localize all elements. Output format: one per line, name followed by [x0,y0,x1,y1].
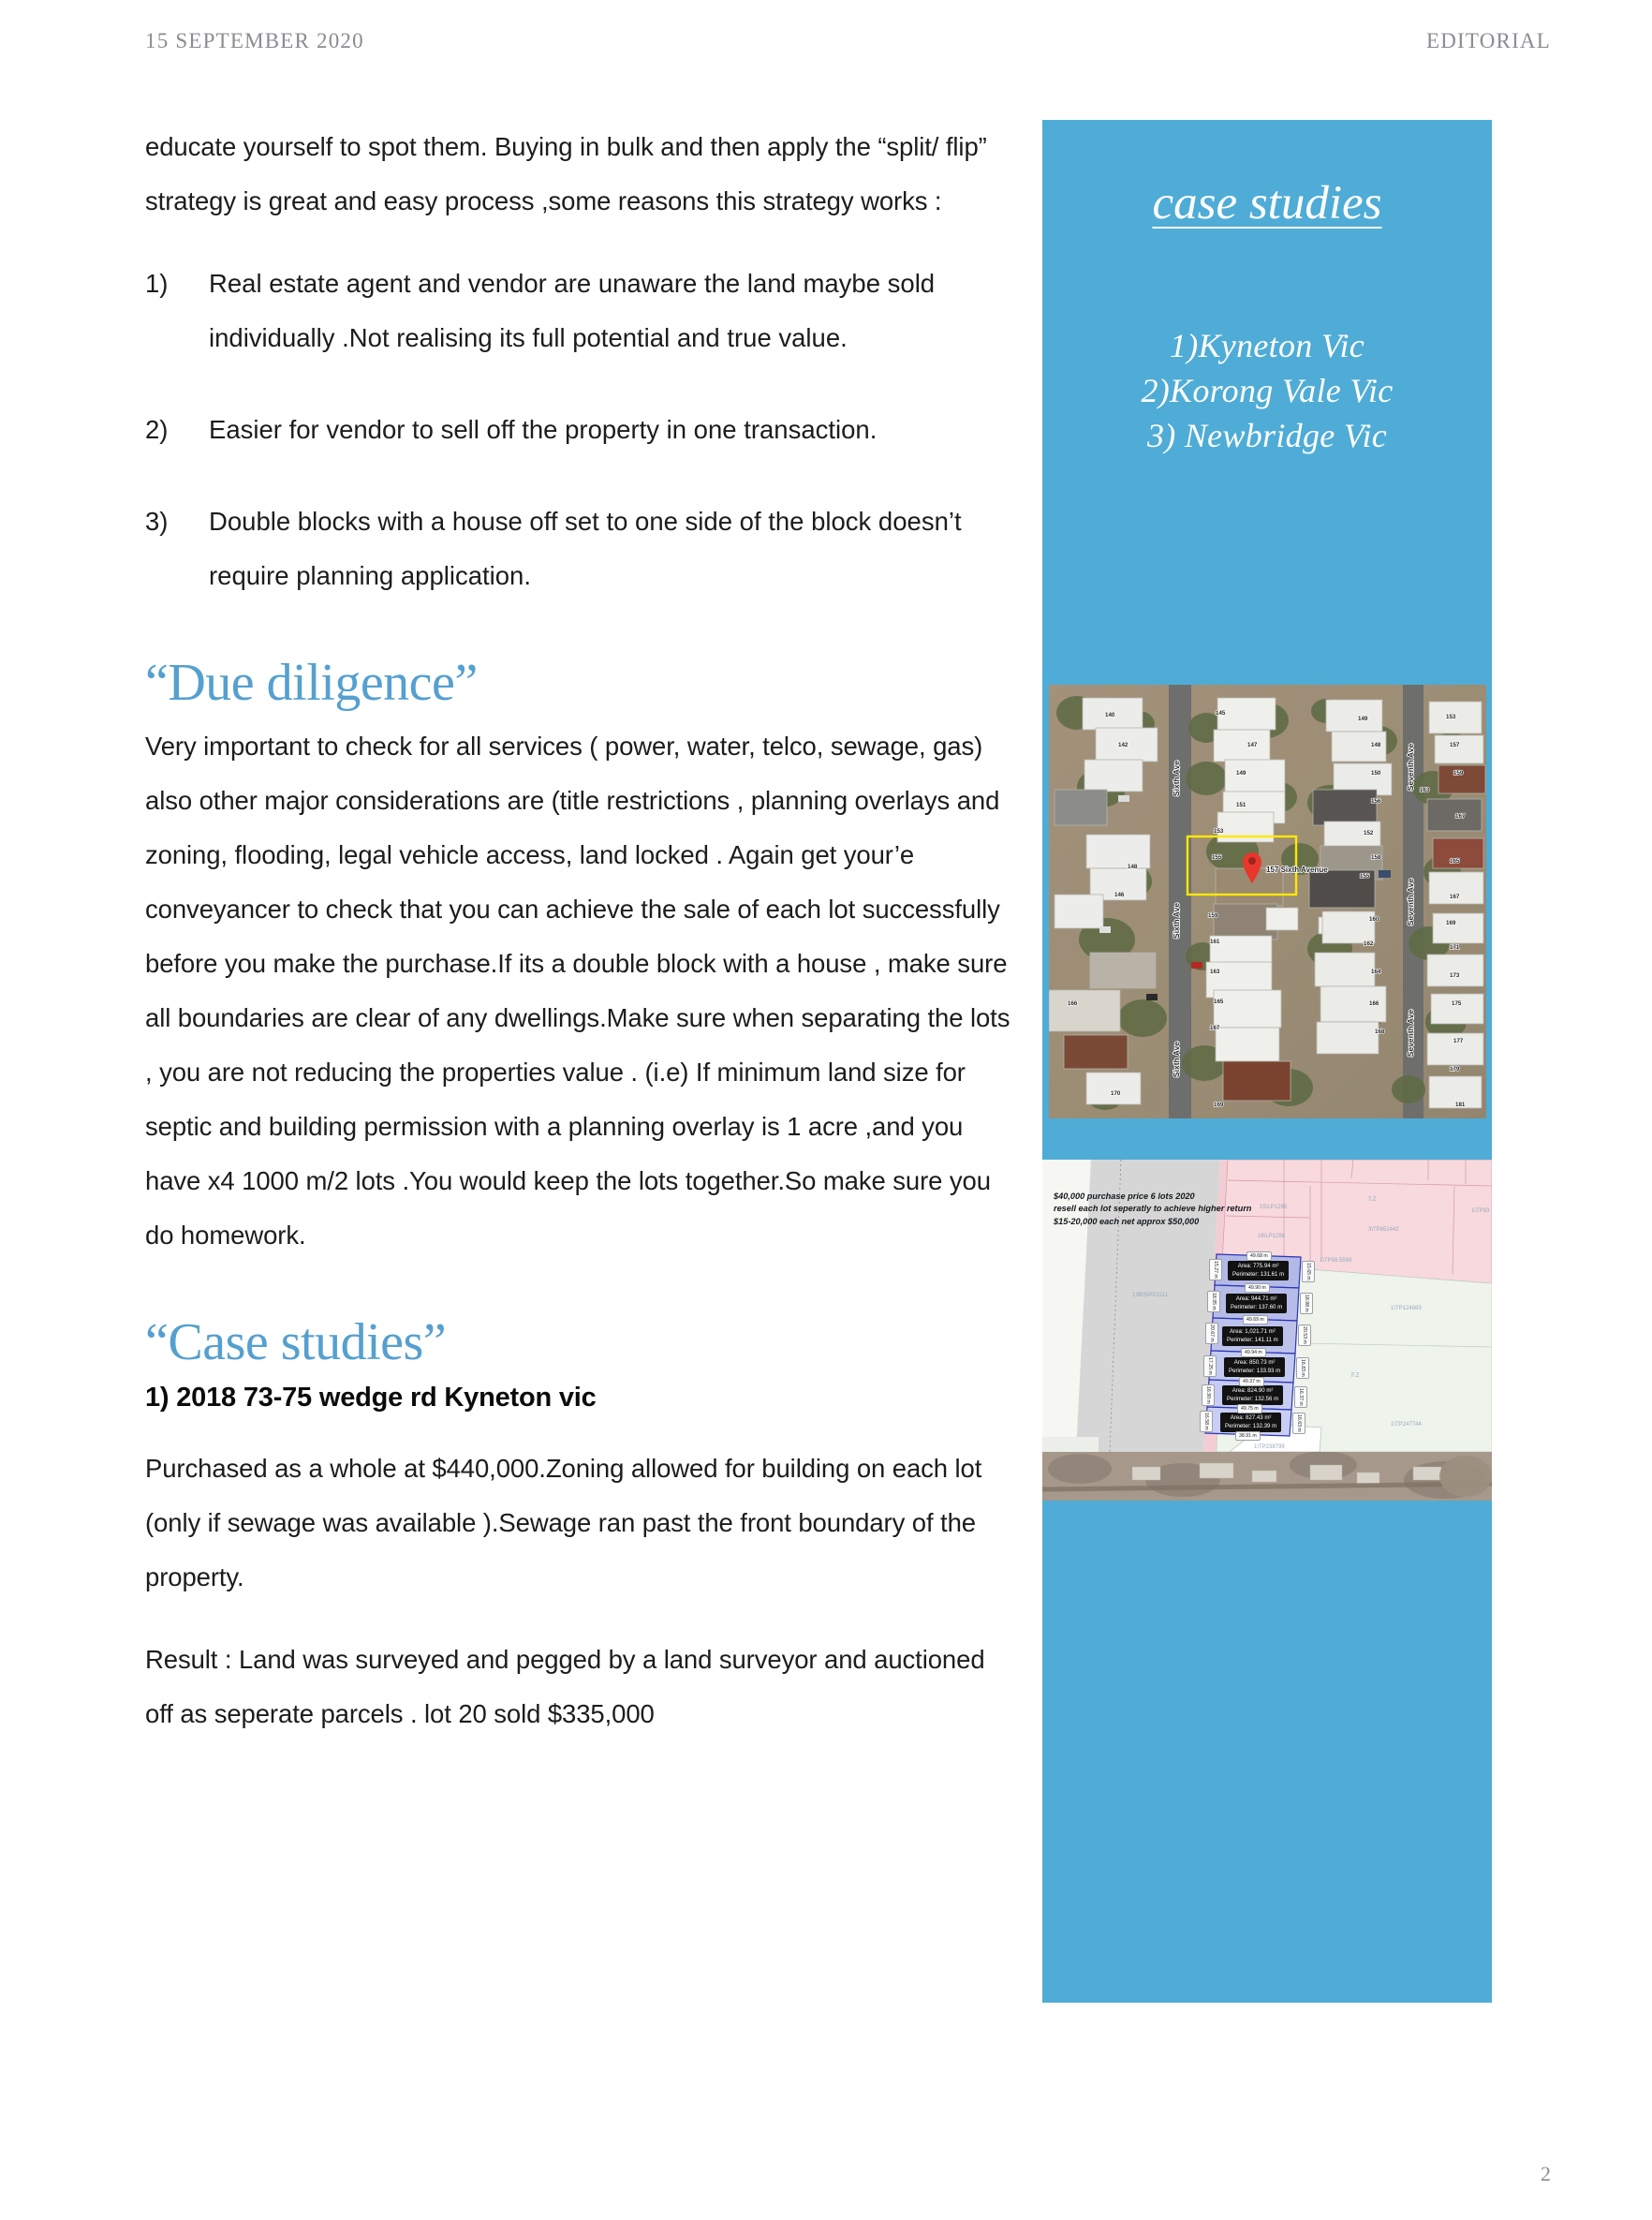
parcel-id-label: 1\TP247744 [1391,1422,1422,1428]
svg-text:163: 163 [1420,787,1430,793]
lot-label: Area: 775.94 m² Perimeter: 131.61 m [1228,1261,1289,1280]
svg-text:162: 162 [1364,940,1374,947]
svg-text:171: 171 [1450,944,1460,951]
lot-label: Area: 944.71 m² Perimeter: 137.60 m [1226,1294,1287,1313]
case-studies-heading: “Case studies” [145,1313,447,1372]
svg-text:169: 169 [1446,920,1456,926]
due-diligence-paragraph: Very important to check for all services ( power, water, telco, sewage, gas) also other major considerations are (title restrictions , planning overlays and zoning, flooding, legal vehicle access, land locked . Again get your’e conveyancer to check that you can achieve the sale of each lot successfully before you make the purchase.If its a double block with a house , make sure all boundaries are clear of any dwellings.Make sure when separating the lots , you are not reducing the properties value . (i.e) If minimum land size for septic and building permission with a planning overlay is 1 acre ,and you have x4 1000 m/2 lots .You would keep the lots together.So make sure you do homework. [145,732,1010,1251]
edge-dimension-label: 15.27 m [1209,1259,1222,1280]
parcel-id-label: 1\TP238799 [1254,1444,1285,1450]
edge-dimension-label: 16.90 m [1202,1384,1215,1406]
edge-dimension-label: 49.37 m [1239,1377,1264,1386]
svg-text:158: 158 [1371,854,1381,861]
svg-text:157: 157 [1450,742,1460,748]
lot-label: Area: 1,021.71 m² Perimeter: 141.11 m [1222,1326,1283,1346]
svg-text:159: 159 [1208,912,1218,919]
list-item [145,403,1016,457]
sidebar-case-list [1042,324,1492,459]
parcel-id-label: F.Z [1351,1373,1360,1379]
svg-text:167: 167 [1450,894,1460,900]
aerial-photo-figure [1049,685,1486,1118]
edge-dimension-label: 16.58 m [1200,1411,1213,1432]
svg-text:147: 147 [1247,742,1258,748]
svg-text:155: 155 [1360,873,1370,880]
list-text: Easier for vendor to sell off the property in one transaction. [209,415,878,444]
parcel-id-label: 1\TP93 [1471,1208,1490,1214]
street-label-seventh-ave-2: Seventh Ave [1406,878,1415,926]
svg-text:169: 169 [1214,1102,1224,1108]
aerial-strip-figure [1042,1452,1492,1501]
svg-text:159: 159 [1453,770,1464,777]
parcel-id-label: 16\LP1296 [1258,1234,1286,1239]
svg-text:140: 140 [1105,712,1115,718]
aerial-strip-image [1042,1452,1492,1501]
svg-text:152: 152 [1364,830,1374,836]
svg-text:153: 153 [1446,714,1456,720]
svg-text:168: 168 [1375,1029,1385,1035]
list-text: Double blocks with a house off set to one side of the block doesn’t require planning application. [209,507,962,590]
list-text: Real estate agent and vendor are unaware the land maybe sold individually .Not realising its full potential and true value. [209,269,936,352]
svg-text:181: 181 [1455,1102,1466,1108]
sidebar-list-item: 3) Newbridge Vic [1146,416,1388,454]
svg-text:173: 173 [1450,972,1460,979]
pin-address-label: 157 Sixth Avenue [1266,866,1328,874]
parcel-id-label: 13B\5\PP2211 [1132,1293,1169,1298]
svg-text:167: 167 [1210,1025,1220,1031]
list-marker: 1) [145,269,169,298]
svg-text:167: 167 [1455,813,1466,820]
street-label-sixth-ave-1: Sixth Ave [1172,760,1181,797]
sidebar-list-item: 2)Korong Vale Vic [1141,371,1394,409]
svg-text:164: 164 [1371,969,1381,975]
svg-text:149: 149 [1236,770,1246,777]
street-label-sixth-ave-3: Sixth Ave [1172,1041,1181,1078]
parcel-id-label: 3\TP651442 [1368,1227,1399,1233]
svg-text:151: 151 [1236,802,1246,808]
edge-dimension-label: 49.68 m [1246,1251,1272,1261]
svg-text:163: 163 [1210,969,1220,975]
edge-dimension-label: 20.67 m [1205,1323,1218,1344]
street-label-seventh-ave-3: Seventh Ave [1406,1009,1415,1058]
due-diligence-heading: “Due diligence” [145,654,478,712]
edge-dimension-label: 49.69 m [1243,1315,1268,1325]
edge-dimension-label: 16.63 m [1292,1413,1305,1434]
lot-label: Area: 827.43 m² Perimeter: 132.39 m [1220,1413,1281,1432]
parcel-id-label: T.Z [1368,1197,1377,1203]
lot-label: Area: 824.90 m² Perimeter: 132.56 m [1222,1385,1283,1405]
svg-text:156: 156 [1371,798,1381,805]
list-marker: 2) [145,415,169,444]
list-marker: 3) [145,507,169,536]
svg-text:166: 166 [1068,1000,1078,1007]
edge-dimension-label: 16.37 m [1294,1386,1307,1408]
sidebar-title: case studies [1152,177,1382,229]
edge-dimension-label: 17.25 m [1203,1355,1217,1377]
main-text-column [145,120,1016,1769]
parcel-id-label: 1\TP124983 [1391,1306,1422,1311]
svg-text:170: 170 [1111,1090,1121,1097]
svg-text:160: 160 [1369,916,1379,923]
svg-text:155: 155 [1212,854,1222,861]
intro-paragraph: educate yourself to spot them. Buying in bulk and then apply the “split/ flip” strategy is great and easy process ,some reasons this strategy works : [145,132,987,215]
svg-text:148: 148 [1128,864,1138,870]
header-date: 15 SEPTEMBER 2020 [145,29,364,52]
svg-text:150: 150 [1371,770,1381,777]
plan-annotation-note: $40,000 purchase price 6 lots 2020 resell each lot seperatly to achieve higher return $15-20,000 each net approx $50,000 [1054,1191,1252,1226]
svg-text:148: 148 [1371,742,1381,748]
edge-dimension-label: 49.90 m [1245,1283,1270,1293]
page-number: 2 [1541,2162,1551,2185]
edge-dimension-label: 20.53 m [1298,1325,1311,1346]
edge-dimension-label: 18.98 m [1300,1293,1313,1314]
svg-text:161: 161 [1210,939,1220,945]
case-study-1-result: Result : Land was surveyed and pegged by a land surveyor and auctioned off as seperate parcels . lot 20 sold $335,000 [145,1645,985,1729]
svg-text:175: 175 [1452,1000,1462,1007]
edge-dimension-label: 49.94 m [1241,1348,1266,1357]
edge-dimension-label: 38.91 m [1235,1431,1261,1441]
edge-dimension-label: 16.83 m [1296,1357,1309,1379]
case-study-1-title: 1) 2018 73-75 wedge rd Kyneton vic [145,1383,597,1413]
sidebar-list-item: 1)Kyneton Vic [1169,327,1365,364]
svg-text:145: 145 [1216,710,1226,717]
edge-dimension-label: 18.95 m [1207,1291,1220,1312]
svg-text:153: 153 [1214,828,1224,835]
header-section: EDITORIAL [1425,29,1551,52]
edge-dimension-label: 15.65 m [1302,1261,1315,1282]
street-label-seventh-ave-1: Seventh Ave [1406,743,1415,792]
lot-label: Area: 850.73 m² Perimeter: 133.93 m [1224,1357,1285,1377]
svg-text:142: 142 [1118,742,1128,748]
svg-text:165: 165 [1214,999,1224,1005]
parcel-id-label: 1\TP56.5599 [1320,1258,1352,1264]
svg-text:165: 165 [1450,858,1460,865]
svg-text:179: 179 [1450,1066,1460,1073]
edge-dimension-label: 49.75 m [1237,1404,1262,1413]
subdivision-plan-figure [1042,1160,1492,1452]
svg-text:177: 177 [1453,1038,1464,1044]
parcel-id-label: 15\LP1296 [1260,1205,1288,1210]
running-head [145,22,1551,60]
reasons-list [145,257,1016,603]
svg-text:149: 149 [1358,716,1368,722]
list-item [145,495,1016,603]
svg-text:146: 146 [1114,892,1125,898]
list-item [145,257,1016,365]
svg-text:166: 166 [1369,1000,1379,1007]
case-study-1-paragraph: Purchased as a whole at $440,000.Zoning allowed for building on each lot (only if sewage was available ).Sewage ran past the front boundary of the property. [145,1454,982,1592]
street-label-sixth-ave-2: Sixth Ave [1172,902,1181,940]
aerial-photo-image [1049,685,1486,1118]
